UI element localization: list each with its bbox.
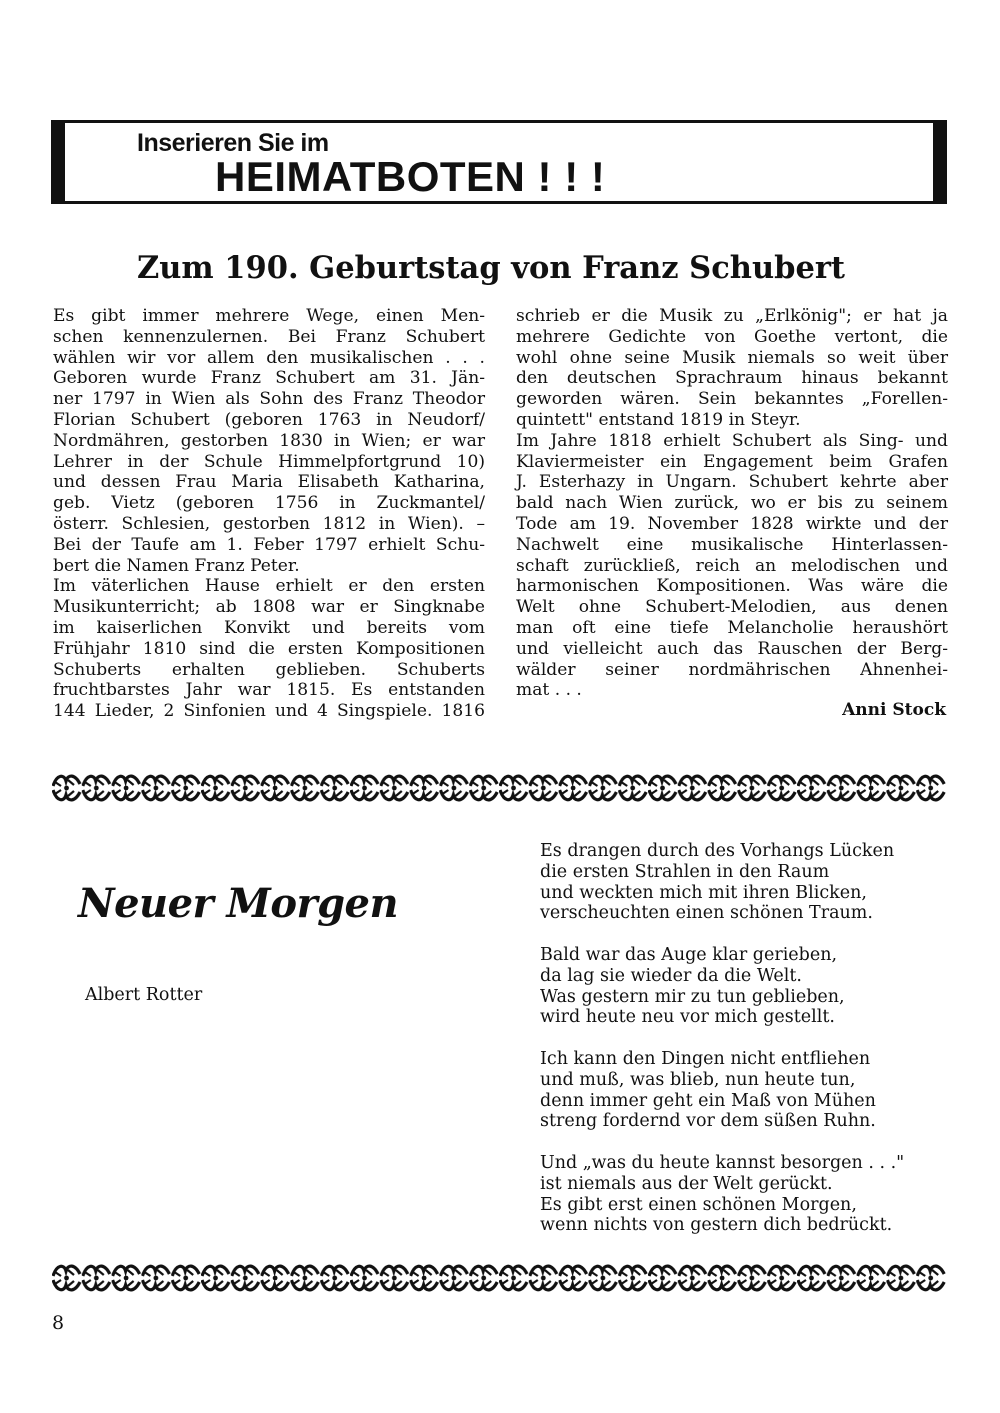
poem-line: ist niemals aus der Welt gerückt. <box>540 1173 833 1194</box>
poem-line: verscheuchten einen schönen Traum. <box>540 903 873 924</box>
poem-line: und weckten mich mit ihren Blicken, <box>540 882 867 903</box>
poem-body <box>540 841 904 1257</box>
poem-line: Ich kann den Dingen nicht entfliehen <box>540 1048 871 1069</box>
text-line: schen kennenzulernen. Bei Franz Schubert <box>53 326 485 347</box>
poem-line: Es gibt erst einen schönen Morgen, <box>540 1194 857 1215</box>
text-line: Welt ohne Schubert-Melodien, aus denen <box>516 597 948 618</box>
text-line: geworden wären. Sein bekanntes „Forellen- <box>516 389 948 410</box>
text-line: Tode am 19. November 1828 wirkte und der <box>516 513 948 534</box>
text-line: Nordmähren, gestorben 1830 in Wien; er war <box>53 430 485 451</box>
text-line: Frühjahr 1810 sind die ersten Kompositionen <box>53 638 485 659</box>
text-line: schaft zurückließ, reich an melodischen und <box>516 555 948 576</box>
poem-line: die ersten Strahlen in den Raum <box>540 861 830 882</box>
text-line: geb. Vietz (geboren 1756 in Zuckmantel/ <box>53 493 485 514</box>
text-line: bert die Namen Franz Peter. <box>53 555 300 576</box>
text-line: schrieb er die Musik zu „Erlkönig"; er hat ja <box>516 306 948 326</box>
text-line: harmonischen Kompositionen. Was wäre die <box>516 576 948 597</box>
text-line: quintett" entstand 1819 in Steyr. <box>516 409 801 430</box>
poem-line: streng fordernd vor dem süßen Ruhn. <box>540 1111 876 1132</box>
article-left-column <box>53 306 485 722</box>
ornament-border-bottom <box>52 1262 946 1294</box>
text-line: im kaiserlichen Konvikt und bereits vom <box>53 617 485 638</box>
text-line: Florian Schubert (geboren 1763 in Neudorf/ <box>53 409 485 430</box>
poem-stanza <box>540 1049 904 1132</box>
ad-line-1: Inserieren Sie im <box>137 129 329 157</box>
text-line: mehrere Gedichte von Goethe vertont, die <box>516 326 948 347</box>
poem-stanza <box>540 945 904 1028</box>
text-line: und vielleicht auch das Rauschen der Berg- <box>516 638 948 659</box>
poem-line: denn immer geht ein Maß von Mühen <box>540 1090 876 1111</box>
text-line: österr. Schlesien, gestorben 1812 in Wien). – <box>53 513 485 534</box>
ad-line-2: HEIMATBOTEN ! ! ! <box>215 153 606 200</box>
poem-author: Albert Rotter <box>85 985 203 1005</box>
text-line: Im väterlichen Hause erhielt er den ersten <box>53 576 485 597</box>
poem-title: Neuer Morgen <box>78 880 399 927</box>
text-line: Es gibt immer mehrere Wege, einen Men- <box>53 306 485 326</box>
text-line: ner 1797 in Wien als Sohn des Franz Theodor <box>53 389 485 410</box>
text-line: mat . . . <box>516 680 582 701</box>
text-line: wälder seiner nordmährischen Ahnenhei- <box>516 659 948 680</box>
text-line: man oft eine tiefe Melancholie heraushört <box>516 617 948 638</box>
advertisement-box <box>51 120 947 204</box>
poem-line: Bald war das Auge klar gerieben, <box>540 944 838 965</box>
poem-line: wird heute neu vor mich gestellt. <box>540 1007 835 1028</box>
poem-line: und muß, was blieb, nun heute tun, <box>540 1069 856 1090</box>
text-line: J. Esterhazy in Ungarn. Schubert kehrte aber <box>516 472 948 493</box>
text-line: Klaviermeister ein Engagement beim Grafen <box>516 451 948 472</box>
page-number: 8 <box>52 1312 65 1334</box>
article-title: Zum 190. Geburtstag von Franz Schubert <box>136 250 846 286</box>
poem-line: Was gestern mir zu tun geblieben, <box>540 986 845 1007</box>
poem-stanza <box>540 1153 904 1236</box>
text-line: den deutschen Sprachraum hinaus bekannt <box>516 368 948 389</box>
ornament-border-top <box>52 772 946 804</box>
text-line: und dessen Frau Maria Elisabeth Katharina, <box>53 472 485 493</box>
text-line: Musikunterricht; ab 1808 war er Singknabe <box>53 597 485 618</box>
poem-line: Es drangen durch des Vorhangs Lücken <box>540 841 895 861</box>
text-line: Lehrer in der Schule Himmelpfortgrund 10) <box>53 451 485 472</box>
text-line: Bei der Taufe am 1. Feber 1797 erhielt Schu- <box>53 534 485 555</box>
text-line: Nachwelt eine musikalische Hinterlassen- <box>516 534 948 555</box>
text-line: wohl ohne seine Musik niemals so weit über <box>516 347 948 368</box>
text-line: Schuberts erhalten geblieben. Schuberts <box>53 659 485 680</box>
poem-line: da lag sie wieder da die Welt. <box>540 965 802 986</box>
text-line: fruchtbarstes Jahr war 1815. Es entstanden <box>53 680 485 701</box>
article-author: Anni Stock <box>842 700 946 720</box>
poem-line: Und „was du heute kannst besorgen . . ." <box>540 1152 905 1173</box>
text-line: wählen wir vor allem den musikalischen . . . <box>53 347 485 368</box>
ornament-vine-icon <box>52 1262 946 1294</box>
text-line: Geboren wurde Franz Schubert am 31. Jän- <box>53 368 485 389</box>
poem-line: wenn nichts von gestern dich bedrückt. <box>540 1215 893 1236</box>
text-line: 144 Lieder, 2 Sinfonien und 4 Singspiele. 1816 <box>53 701 485 722</box>
text-line: bald nach Wien zurück, wo er bis zu seinem <box>516 493 948 514</box>
ornament-vine-icon <box>52 772 946 804</box>
text-line: Im Jahre 1818 erhielt Schubert als Sing- und <box>516 430 948 451</box>
article-right-column <box>516 306 948 701</box>
poem-stanza <box>540 841 904 924</box>
